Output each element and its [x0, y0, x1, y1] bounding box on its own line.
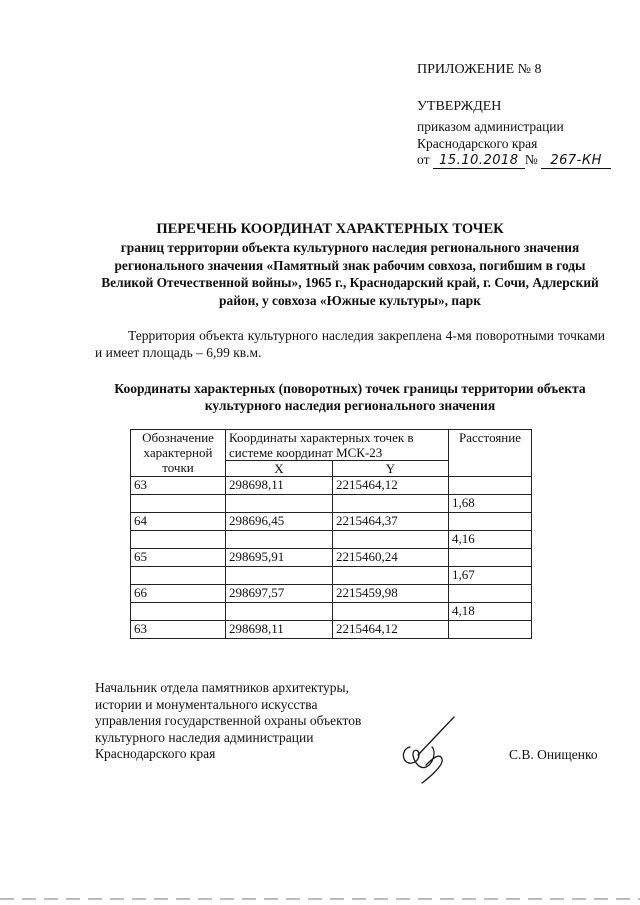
cell-empty: [131, 567, 226, 585]
cell-distance-empty: [449, 477, 532, 495]
cell-empty: [131, 603, 226, 621]
cell-distance: 4,18: [449, 603, 532, 621]
cell-point: 63: [131, 621, 226, 639]
approval-date: 15.10.2018: [433, 154, 525, 169]
cell-distance: 1,67: [449, 567, 532, 585]
cell-x: 298698,11: [226, 477, 333, 495]
table-header-row: [131, 430, 532, 461]
table-row: [131, 549, 532, 567]
table-row: [131, 621, 532, 639]
cell-point: 63: [131, 477, 226, 495]
cell-x: 298695,91: [226, 549, 333, 567]
approval-from-label: от: [417, 152, 430, 167]
table-title: Координаты характерных (поворотных) точек границы территории объекта культурного наследия регионального значения: [114, 381, 586, 413]
cell-empty: [226, 531, 333, 549]
header-x: X: [226, 461, 333, 477]
cell-point: 65: [131, 549, 226, 567]
approval-line-1: приказом администрации: [417, 119, 564, 134]
signatory-line-4: культурного наследия администрации: [95, 729, 314, 745]
signatory-line-2: истории и монументального искусства: [95, 696, 318, 712]
cell-y: 2215464,12: [333, 621, 449, 639]
signatory-title: [95, 680, 405, 763]
cell-empty: [333, 567, 449, 585]
document-subtitle: границ территории объекта культурного наследия регионального значения регионального значения «Памятный знак рабочим совхоза, погибшим в годы Великой Отечественной войны», 1965 г., Краснодарский край, г. Сочи, Адлерский район, у совхоза «Южные культуры», парк: [101, 240, 599, 308]
cell-y: 2215464,37: [333, 513, 449, 531]
cell-x: 298696,45: [226, 513, 333, 531]
table-body: [131, 477, 532, 639]
cell-distance-empty: [449, 621, 532, 639]
cell-empty: [333, 495, 449, 513]
territory-paragraph: Территория объекта культурного наследия закреплена 4-мя поворотными точками и имеет площадь – 6,99 кв.м.: [95, 328, 605, 360]
signatory-line-1: Начальник отдела памятников архитектуры,: [95, 680, 349, 695]
header-coordinates: Координаты характерных точек в системе координат МСК-23: [226, 430, 449, 461]
cell-empty: [131, 531, 226, 549]
approval-number-label: №: [524, 152, 538, 167]
header-y: Y: [333, 461, 449, 477]
document-title: ПЕРЕЧЕНЬ КООРДИНАТ ХАРАКТЕРНЫХ ТОЧЕК: [156, 221, 504, 237]
approval-line-2: Краснодарского края: [417, 136, 538, 151]
coordinates-table: [130, 429, 532, 639]
cell-distance: 4,16: [449, 531, 532, 549]
signatory-line-3: управления государственной охраны объектов: [95, 713, 362, 728]
cell-point: 66: [131, 585, 226, 603]
table-row-distance: [131, 495, 532, 513]
cell-x: 298698,11: [226, 621, 333, 639]
header-point: Обозначение характерной точки: [131, 430, 226, 477]
cell-distance: 1,68: [449, 495, 532, 513]
cell-point: 64: [131, 513, 226, 531]
table-row: [131, 585, 532, 603]
approval-heading: УТВЕРЖДЕН: [417, 99, 502, 114]
cell-empty: [333, 531, 449, 549]
cell-distance-empty: [449, 513, 532, 531]
handwritten-signature: [396, 707, 466, 787]
cell-empty: [226, 603, 333, 621]
cell-y: 2215460,24: [333, 549, 449, 567]
cell-distance-empty: [449, 585, 532, 603]
approval-date-line: [417, 152, 611, 169]
table-row: [131, 477, 532, 495]
approval-number: 267-КН: [541, 154, 611, 169]
cell-y: 2215464,12: [333, 477, 449, 495]
cell-empty: [333, 603, 449, 621]
signatory-line-5: Краснодарского края: [95, 746, 216, 761]
signatory-name: С.В. Онищенко: [509, 747, 598, 762]
scan-edge-artifact: [0, 898, 640, 900]
table-row-distance: [131, 531, 532, 549]
table-row: [131, 513, 532, 531]
header-distance: Расстояние: [449, 430, 532, 477]
cell-empty: [226, 495, 333, 513]
cell-x: 298697,57: [226, 585, 333, 603]
cell-distance-empty: [449, 549, 532, 567]
annex-number: ПРИЛОЖЕНИЕ № 8: [417, 62, 542, 77]
table-row-distance: [131, 567, 532, 585]
cell-empty: [131, 495, 226, 513]
cell-empty: [226, 567, 333, 585]
table-row-distance: [131, 603, 532, 621]
cell-y: 2215459,98: [333, 585, 449, 603]
